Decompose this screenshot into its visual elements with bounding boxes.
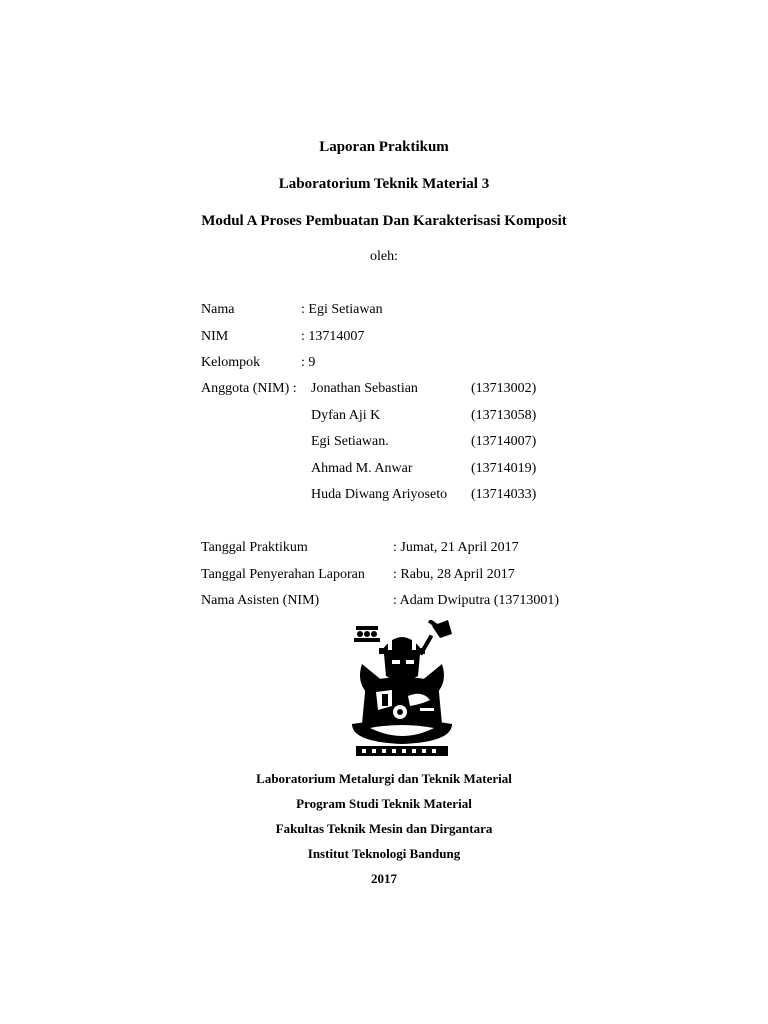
by-label: oleh: (370, 249, 398, 264)
module-title: Modul A Proses Pembuatan Dan Karakterisasi Komposit (201, 213, 567, 229)
member-nim: (13714007) (471, 434, 537, 449)
members-label: Anggota (NIM) : (201, 381, 297, 396)
group-label: Kelompok (201, 355, 261, 370)
practicum-date-value: : Jumat, 21 April 2017 (393, 540, 519, 555)
member-nim: (13713002) (471, 381, 537, 396)
practicum-date-label: Tanggal Praktikum (201, 540, 308, 555)
report-title: Laporan Praktikum (319, 139, 449, 155)
nim-value: : 13714007 (301, 329, 365, 344)
name-label: Nama (201, 302, 235, 317)
assistant-label: Nama Asisten (NIM) (201, 593, 320, 608)
submission-date-label: Tanggal Penyerahan Laporan (201, 567, 365, 582)
member-name: Ahmad M. Anwar (311, 461, 413, 476)
group-value: : 9 (301, 355, 316, 370)
footer-faculty: Fakultas Teknik Mesin dan Dirgantara (275, 821, 493, 836)
member-name: Huda Diwang Ariyoseto (311, 487, 448, 502)
footer-lab: Laboratorium Metalurgi dan Teknik Material (256, 771, 512, 786)
nim-label: NIM (201, 329, 229, 344)
member-nim: (13714033) (471, 487, 537, 502)
member-name: Jonathan Sebastian (311, 381, 418, 396)
lab-title: Laboratorium Teknik Material 3 (278, 176, 490, 192)
itb-ganesha-logo-icon (348, 620, 456, 758)
name-value: : Egi Setiawan (301, 302, 383, 317)
member-nim: (13714019) (471, 461, 537, 476)
assistant-value: : Adam Dwiputra (13713001) (393, 593, 560, 608)
footer-institute: Institut Teknologi Bandung (307, 846, 461, 861)
member-name: Dyfan Aji K (311, 408, 381, 423)
submission-date-value: : Rabu, 28 April 2017 (393, 567, 515, 582)
member-nim: (13713058) (471, 408, 537, 423)
member-name: Egi Setiawan. (311, 434, 389, 449)
footer-year: 2017 (371, 871, 397, 886)
footer-program: Program Studi Teknik Material (296, 796, 472, 811)
